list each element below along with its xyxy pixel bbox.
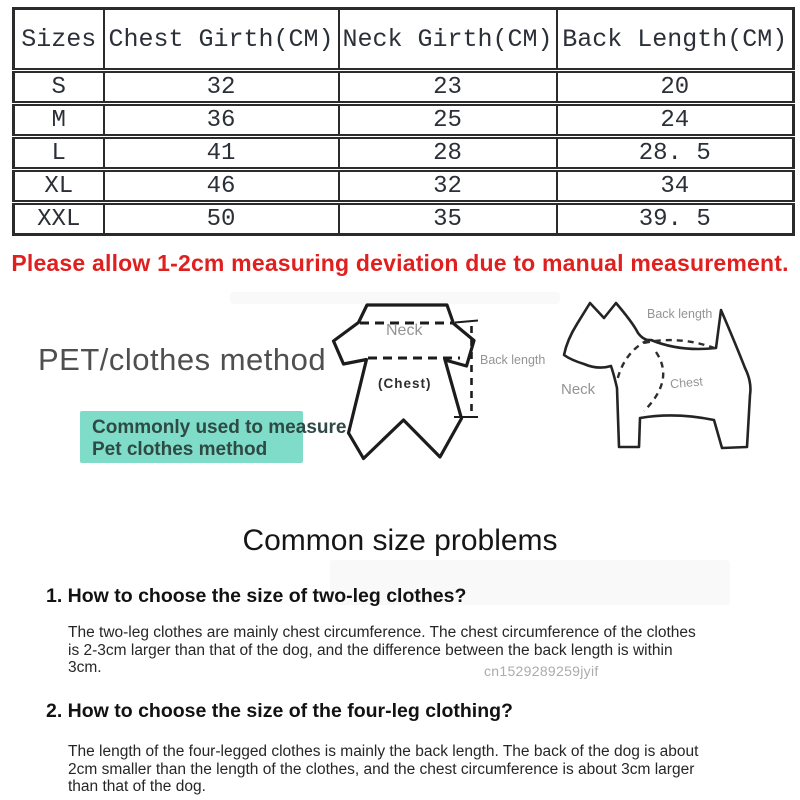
pet-method-title: PET/clothes method <box>38 342 327 377</box>
question-2-body: The length of the four-legged clothes is mainly the back length. The back of the dog is about 2cm smaller than the length of the clothes, and the chest circumference is about 3cm larger than that of the dog. <box>68 743 699 795</box>
size-cell: M <box>14 104 104 137</box>
col-header-neck-girth: Neck Girth(CM) <box>339 9 557 71</box>
dog-neck-label: Neck <box>561 381 596 398</box>
highlight-line-2: Pet clothes method <box>92 439 268 460</box>
size-cell: XXL <box>14 203 104 235</box>
neck-cell: 23 <box>339 71 557 104</box>
size-chart-table <box>12 7 795 236</box>
neck-cell: 25 <box>339 104 557 137</box>
col-header-back-length: Back Length(CM) <box>557 9 794 71</box>
question-2-heading: 2. How to choose the size of the four-leg clothing? <box>46 700 513 722</box>
back-cell: 20 <box>557 71 794 104</box>
garment-backlength-label: Back length <box>480 353 546 367</box>
size-cell: L <box>14 137 104 170</box>
highlight-line-1: Commonly used to measure <box>92 417 347 438</box>
chest-cell: 46 <box>104 170 339 203</box>
size-table-header-row <box>14 9 794 71</box>
chest-cell: 32 <box>104 71 339 104</box>
dog-diagram <box>540 290 800 490</box>
size-cell: S <box>14 71 104 104</box>
garment-chest-label: (Chest) <box>378 376 432 391</box>
highlight-box <box>80 411 347 463</box>
garment-diagram <box>320 290 560 490</box>
neck-cell: 28 <box>339 137 557 170</box>
chest-cell: 41 <box>104 137 339 170</box>
col-header-sizes: Sizes <box>14 9 104 71</box>
dog-chest-label: Chest <box>669 374 704 392</box>
back-cell: 39. 5 <box>638 205 711 233</box>
table-row-m <box>14 104 794 137</box>
table-row-xxl <box>14 203 794 235</box>
neck-cell: 32 <box>339 170 557 203</box>
chest-cell: 50 <box>104 203 339 235</box>
question-1-heading: 1. How to choose the size of two-leg clothes? <box>46 585 467 607</box>
garment-neck-label: Neck <box>386 322 423 339</box>
table-row-s <box>14 71 794 104</box>
problems-section-title: Common size problems <box>242 524 558 557</box>
back-cell: 24 <box>557 104 794 137</box>
chest-cell: 36 <box>104 104 339 137</box>
neck-cell: 35 <box>339 203 557 235</box>
back-cell: 34 <box>557 170 794 203</box>
size-cell: XL <box>14 170 104 203</box>
back-cell: 28. 5 <box>557 137 794 170</box>
dog-backlength-label: Back length <box>647 307 713 321</box>
col-header-chest-girth: Chest Girth(CM) <box>104 9 339 71</box>
seller-watermark: cn1529289259jyif <box>484 663 599 679</box>
dog-outline <box>564 303 750 448</box>
table-row-xl <box>14 170 794 203</box>
backlength-top-tick <box>455 321 478 323</box>
table-row-l <box>14 137 794 170</box>
measure-deviation-notice: Please allow 1-2cm measuring deviation due to manual measurement. <box>11 250 789 276</box>
question-1-body: The two-leg clothes are mainly chest circumference. The chest circumference of the clothes is 2-3cm larger than that of the dog, and the difference between the back length is within 3cm. <box>68 624 696 676</box>
